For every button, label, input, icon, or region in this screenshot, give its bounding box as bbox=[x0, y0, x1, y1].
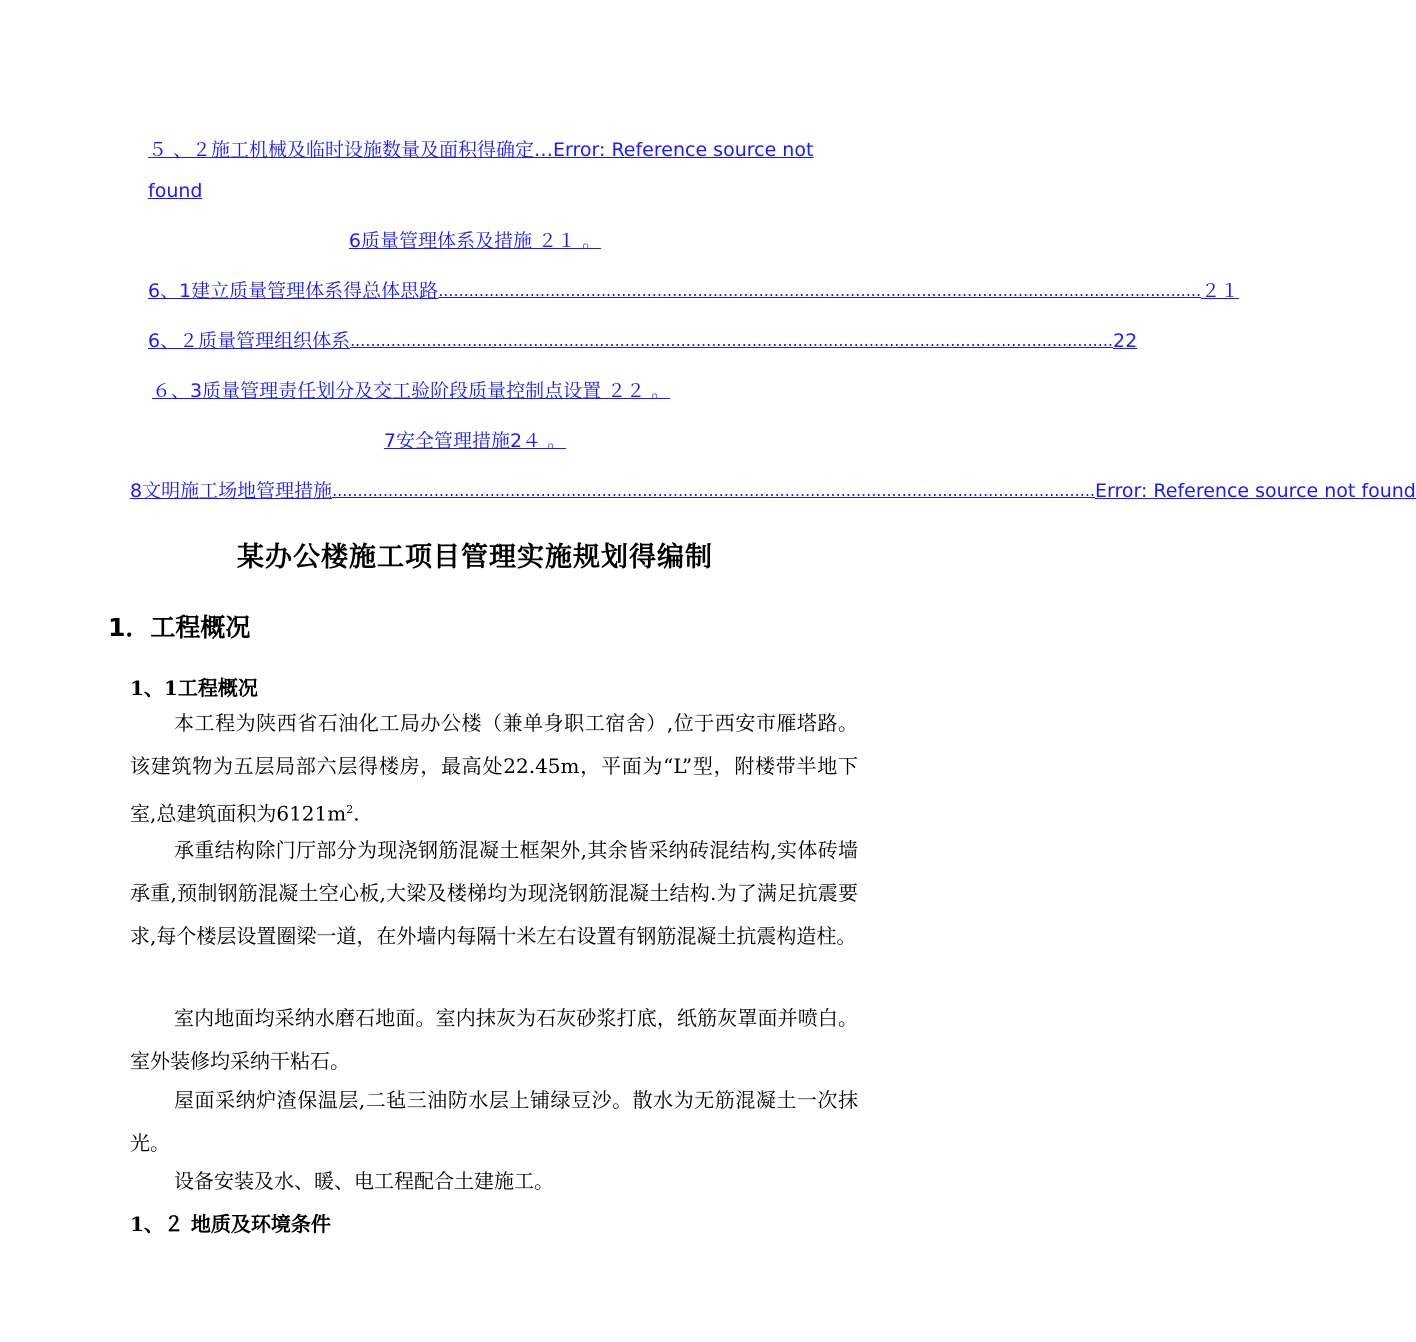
toc-item-5-2-label-cont[interactable]: found bbox=[148, 180, 203, 202]
paragraph-equipment: 设备安装及水、暖、电工程配合土建施工。 bbox=[174, 1169, 554, 1193]
paragraph-roof: 屋面采纳炉渣保温层,二毡三油防水层上铺绿豆沙。散水为无筋混凝土一次抹光。 bbox=[130, 1088, 858, 1155]
subsection-heading: 1、２ 地质及环境条件 bbox=[130, 1212, 331, 1236]
paragraph-interior: 室内地面均采纳水磨石地面。室内抹灰为石灰砂浆打底，纸筋灰罩面并喷白。室外装修均采纳干粘石。 bbox=[130, 1006, 858, 1073]
toc-item-6-2-label[interactable]: 6、２质量管理组织体系 bbox=[148, 330, 351, 352]
paragraph-structure: 承重结构除门厅部分为现浇钢筋混凝土框架外,其余皆采纳砖混结构,实体砖墙承重,预制钢筋混凝土空心板,大梁及楼梯均为现浇钢筋混凝土结构.为了满足抗震要求,每个楼层设置圈梁一道，在外墙内每隔十米左右设置有钢筋混凝土抗震构造柱。 bbox=[130, 838, 858, 948]
toc-item-6-1-label[interactable]: 6、1建立质量管理体系得总体思路 bbox=[148, 280, 439, 302]
toc-item-6-label[interactable]: 6质量管理体系及措施 ２１ 。 bbox=[348, 230, 602, 252]
toc-item-8-label[interactable]: 8文明施工场地管理措施 bbox=[130, 480, 333, 502]
document-title: 某办公楼施工项目管理实施规划得编制 bbox=[237, 542, 713, 573]
toc-item-6-1-page[interactable]: ２１ bbox=[1201, 280, 1240, 302]
toc-item-6-2[interactable] bbox=[148, 329, 1138, 353]
toc-leader-dots: ...................................................................................................................................................... bbox=[332, 481, 1095, 500]
toc-item-6-2-page[interactable]: 22 bbox=[1112, 330, 1138, 352]
toc-item-6-3[interactable] bbox=[152, 379, 670, 403]
toc-item-8-page[interactable]: Error: Reference source not found bbox=[1094, 480, 1416, 502]
paragraph-overview-suffix: . bbox=[353, 801, 360, 826]
toc-leader-dots: ...................................................................................................................................................... bbox=[350, 331, 1113, 350]
toc-item-6[interactable] bbox=[0, 229, 950, 253]
area-superscript: 2 bbox=[346, 803, 354, 816]
toc-leader-dots: ...................................................................................................................................................... bbox=[438, 281, 1202, 300]
paragraph-overview-text: 本工程为陕西省石油化工局办公楼（兼单身职工宿舍）,位于西安市雁塔路。该建筑物为五层局部六层得楼房，最高处22.45m，平面为“L”型，附楼带半地下室,总建筑面积为6121m bbox=[130, 711, 858, 826]
toc-item-5-2-label[interactable]: ５ 、２施工机械及临时设施数量及面积得确定…Error: Reference source not bbox=[148, 139, 814, 161]
paragraph-overview bbox=[130, 702, 858, 836]
toc-item-7-label[interactable]: 7安全管理措施2４ 。 bbox=[383, 430, 567, 452]
toc-item-6-3-label[interactable]: ６、3质量管理责任划分及交工验阶段质量控制点设置 ２２ 。 bbox=[152, 380, 671, 402]
toc-item-5-2[interactable] bbox=[148, 138, 813, 162]
toc-item-6-1[interactable] bbox=[148, 279, 1240, 303]
subsection-heading: 1、1工程概况 bbox=[130, 676, 258, 700]
toc-item-5-2-cont[interactable] bbox=[148, 179, 202, 203]
section-heading: 1．工程概况 bbox=[108, 613, 251, 642]
toc-item-7[interactable] bbox=[0, 429, 950, 453]
toc-item-8[interactable] bbox=[130, 479, 1416, 503]
